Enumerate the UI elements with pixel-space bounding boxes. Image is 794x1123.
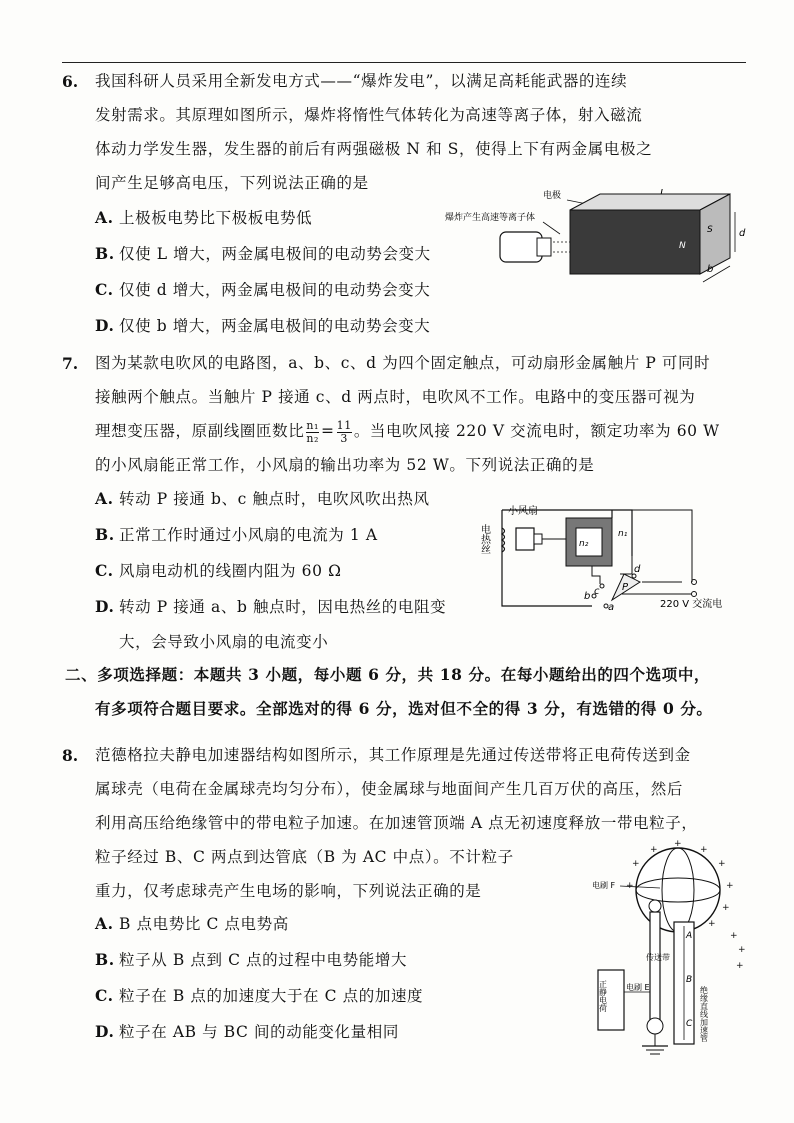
options-list — [95, 200, 475, 344]
question-text: 重力，仅考虑球壳产生电场的影响，下列说法正确的是 — [95, 882, 482, 900]
svg-text:+: + — [718, 859, 726, 869]
plasma-label: 爆炸产生高速等离子体 — [445, 213, 536, 223]
question-text: 范德格拉夫静电加速器结构如图所示，其工作原理是先通过传送带将正电荷传送到金 — [95, 746, 691, 764]
section-instruction: 二、多项选择题：本题共 3 小题，每小题 6 分，共 18 分。在每小题给出的四个选项中， — [65, 665, 711, 684]
options-list — [95, 481, 485, 660]
svg-text:+: + — [708, 919, 716, 929]
hairdryer-circuit-figure — [478, 496, 762, 614]
point-b-label: B — [686, 975, 693, 985]
mhd-generator-figure — [445, 186, 755, 290]
ac-source-label: 220 V 交流电 — [660, 599, 723, 610]
question-number: 6. — [62, 72, 79, 91]
svg-text:+: + — [736, 961, 744, 971]
contact-d-label: d — [634, 564, 641, 575]
point-c-label: C — [686, 1019, 693, 1029]
point-a-label: A — [686, 931, 693, 941]
question-text: 的小风扇能正常工作，小风扇的输出功率为 52 W。下列说法正确的是 — [95, 456, 595, 474]
width-label: b — [707, 264, 714, 275]
svg-text:+: + — [730, 931, 738, 941]
brush-e-label: 电刷 E — [626, 983, 650, 992]
heater-label: 电热丝 — [478, 524, 490, 554]
contact-c-label: c — [594, 586, 600, 597]
question-text: 利用高压给绝缘管中的带电粒子加速。在加速管顶端 A 点无初速度释放一带电粒子， — [95, 814, 698, 832]
fan-label: 小风扇 — [508, 506, 538, 517]
option-b[interactable]: B. 正常工作时通过小风扇的电流为 1 A — [95, 525, 378, 544]
svg-text:+: + — [650, 845, 658, 855]
option-c[interactable]: C. 仅使 d 增大，两金属电极间的电动势会变大 — [95, 280, 431, 299]
svg-text:+: + — [738, 945, 746, 955]
n-pole-label: N — [679, 241, 686, 251]
turns-ratio-fraction: $\frac{\text{n₁}}{\text{n₂}}$ — [306, 418, 320, 445]
electrode-label: 电极 — [543, 191, 562, 201]
option-c[interactable]: C. 粒子在 B 点的加速度大于在 C 点的加速度 — [95, 986, 424, 1005]
question-text: 发射需求。其原理如图所示，爆炸将惰性气体转化为高速等离子体，射入磁流 — [95, 106, 643, 124]
n1-label: n₁ — [618, 529, 628, 539]
option-a[interactable]: A. 上极板电势比下极板电势低 — [95, 208, 313, 227]
option-b[interactable]: B. 粒子从 B 点到 C 点的过程中电势能增大 — [95, 950, 408, 969]
question-text: 属球壳（电荷在金属球壳均匀分布），使金属球与地面间产生几百万伏的高压，然后 — [95, 780, 683, 798]
header-rule — [62, 62, 746, 63]
svg-text:+: + — [674, 839, 682, 849]
question-text: 粒子经过 B、C 两点到达管底（B 为 AC 中点）。不计粒子 — [95, 848, 514, 866]
van-de-graaff-figure — [590, 839, 770, 1057]
s-pole-label: S — [707, 225, 713, 235]
question-number: 7. — [62, 354, 79, 373]
belt-label: 传送带 — [646, 953, 670, 962]
option-a[interactable]: A. 转动 P 接通 b、c 触点时，电吹风吹出热风 — [95, 489, 430, 508]
charge-source-label: 正静电荷 — [598, 980, 608, 1012]
n2-label: n₂ — [579, 539, 589, 549]
section-instruction: 有多项符合题目要求。全部选对的得 6 分，选对但不全的得 3 分，有选错的得 0 分。 — [95, 699, 713, 718]
tube-label: 绝缘直线加速管 — [699, 986, 709, 1042]
question-text: 间产生足够高电压，下列说法正确的是 — [95, 174, 369, 192]
switch-p-label: P — [622, 582, 629, 593]
turns-ratio-value: $\frac{11}{3}$ — [336, 418, 352, 445]
contact-a-label: a — [608, 602, 615, 613]
option-d[interactable]: D. 转动 P 接通 a、b 触点时，因电热丝的电阻变 — [95, 597, 447, 616]
brush-f-label: 电刷 F — [592, 881, 616, 890]
question-text: 接触两个触点。当触片 P 接通 c、d 两点时，电吹风不工作。电路中的变压器可视为 — [95, 388, 696, 406]
contact-b-label: b — [584, 591, 591, 602]
question-number: 8. — [62, 746, 79, 765]
options-list — [95, 906, 535, 1050]
question-text: 图为某款电吹风的电路图，a、b、c、d 为四个固定触点，可动扇形金属触片 P 可同时 — [95, 354, 711, 372]
question-text: 体动力学发生器，发生器的前后有两强磁极 N 和 S，使得上下有两金属电极之 — [95, 140, 653, 158]
option-d[interactable]: D. 仅使 b 增大，两金属电极间的电动势会变大 — [95, 316, 431, 335]
option-c[interactable]: C. 风扇电动机的线圈内阻为 60 Ω — [95, 561, 342, 580]
option-d-continued: 大，会导致小风扇的电流变小 — [119, 633, 329, 651]
svg-text:+: + — [722, 903, 730, 913]
svg-text:+: + — [632, 859, 640, 869]
option-d[interactable]: D. 粒子在 AB 与 BC 间的动能变化量相同 — [95, 1022, 399, 1041]
option-b[interactable]: B. 仅使 L 增大，两金属电极间的电动势会变大 — [95, 244, 431, 263]
svg-text:+: + — [700, 845, 708, 855]
svg-text:+: + — [726, 881, 734, 891]
height-label: d — [739, 228, 746, 239]
svg-text:+: + — [626, 881, 634, 891]
option-a[interactable]: A. B 点电势比 C 点电势高 — [95, 914, 289, 933]
question-text: 我国科研人员采用全新发电方式——“爆炸发电”，以满足高耗能武器的连续 — [95, 72, 628, 90]
question-text-ratio: 理想变压器，原副线圈匝数比 $\frac{\text{n₁}}{\text{n₂}}$ = $\frac{11}{3}$ 。当电吹风接 220 V 交流电时，额定功率为 60 W — [95, 418, 720, 445]
